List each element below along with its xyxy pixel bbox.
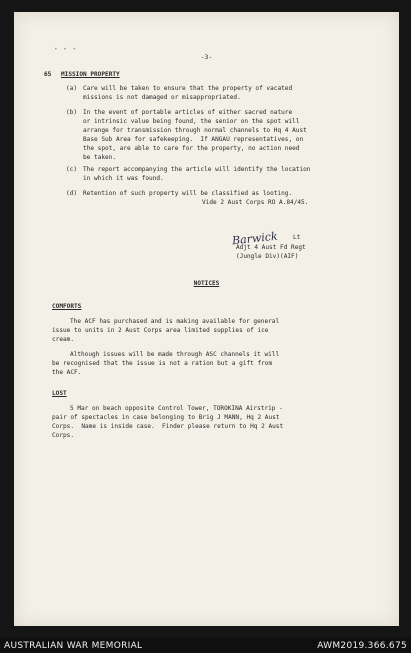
signature-line-1: Adjt 4 Aust Fd Regt [236, 244, 306, 251]
document-page [14, 12, 399, 626]
item-line: arrange for transmission through normal channels to Hq 4 Aust [83, 127, 307, 134]
reference: Vide 2 Aust Corps RO A.84/45. [202, 199, 309, 206]
footer-accession-number: AWM2019.366.675 [317, 641, 407, 651]
lost-line: Corps. [52, 432, 75, 439]
comforts-para2-line: the ACF. [52, 369, 82, 376]
item-line: Base Sub Area for safekeeping. If ANGAU representatives, on [83, 136, 304, 143]
comforts-para2-line: be recognised that the issue is not a ration but a gift from [52, 360, 273, 367]
section-number: 65 [44, 71, 52, 78]
signature-rank: Lt [293, 234, 301, 241]
item-line: in which it was found. [83, 175, 164, 182]
comforts-para1-line: The ACF has purchased and is making available for general [70, 318, 280, 325]
signature-line-2: (Jungle Div)(AIF) [236, 253, 299, 260]
page-number: -3- [200, 53, 213, 61]
lost-line: 5 Mar on beach opposite Control Tower, TOROKINA Airstrip - [70, 405, 283, 412]
item-label: (c) [66, 166, 78, 173]
item-line: In the event of portable articles of either sacred nature [83, 109, 293, 116]
notices-heading: NOTICES [193, 280, 220, 287]
corner-mark: • • • [54, 46, 78, 53]
signature: Barwick [231, 229, 279, 248]
item-line: Retention of such property will be classified as looting. [83, 190, 293, 197]
comforts-para1-line: issue to units in 2 Aust Corps area limited supplies of ice [52, 327, 269, 334]
item-line: Care will be taken to ensure that the property of vacated [83, 85, 293, 92]
item-label: (b) [66, 109, 78, 116]
comforts-para1-line: cream. [52, 336, 75, 343]
comforts-para2-line: Although issues will be made through ASC channels it will [70, 351, 280, 358]
item-label: (a) [66, 85, 78, 92]
item-line: or intrinsic value being found, the senior on the spot will [83, 118, 300, 125]
footer-bar [0, 638, 411, 653]
lost-line: pair of spectacles in case belonging to Brig J MANN, Hq 2 Aust [52, 414, 280, 421]
item-line: be taken. [83, 154, 117, 161]
item-label: (d) [66, 190, 78, 197]
item-line: the spot, are able to care for the property, no action need [83, 145, 300, 152]
lost-heading: LOST [52, 390, 67, 397]
item-line: missions is not damaged or misappropriated. [83, 94, 241, 101]
item-line: The report accompanying the article will identify the location [83, 166, 311, 173]
lost-line: Corps. Name is inside case. Finder please return to Hq 2 Aust [52, 423, 284, 430]
footer-credit: AUSTRALIAN WAR MEMORIAL [4, 641, 143, 651]
section-title: MISSION PROPERTY [61, 71, 120, 78]
comforts-heading: COMFORTS [52, 303, 82, 310]
